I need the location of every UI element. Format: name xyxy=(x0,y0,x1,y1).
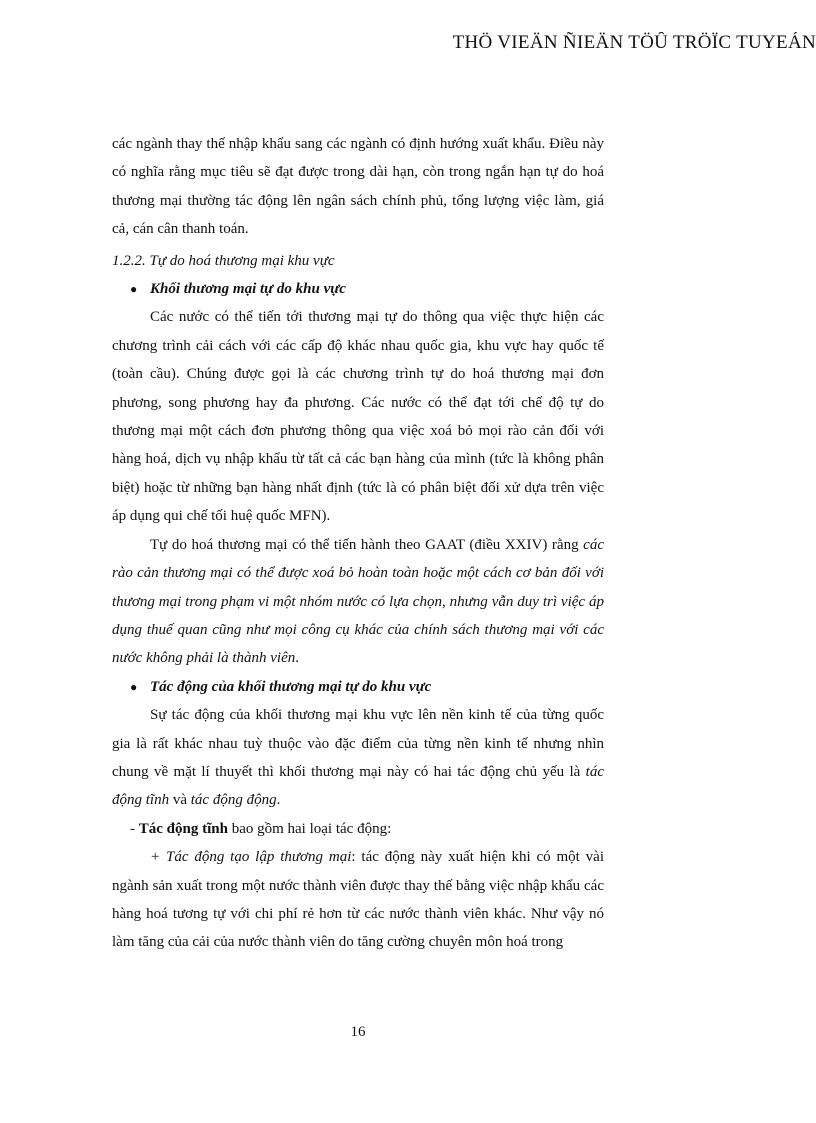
bullet-dot-icon: ● xyxy=(130,679,138,694)
plus-italic: + Tác động tạo lập thương mại xyxy=(150,849,352,866)
paragraph-3-plain: Tự do hoá thương mại có thể tiến hành theo GAAT (điều XXIV) rằng xyxy=(150,536,584,553)
paragraph-3-end: . xyxy=(295,650,299,667)
paragraph-4 xyxy=(112,701,604,815)
dash-item xyxy=(112,815,604,843)
bullet-dot-icon: ● xyxy=(130,282,138,297)
dash-bold: Tác động tĩnh xyxy=(138,820,228,837)
bullet-heading-1-text: Khối thương mại tự do khu vực xyxy=(150,281,346,298)
bullet-heading-2 xyxy=(112,673,604,701)
page-header: THÖ VIEÄN ÑIEÄN TÖÛ TRÖÏC TUYEÁN xyxy=(452,32,816,53)
plus-item xyxy=(112,843,604,957)
dash-rest: bao gồm hai loại tác động: xyxy=(227,820,392,837)
paragraph-3-italic: các rào cản thương mại có thể được xoá bỏ hoàn toàn hoặc một cách cơ bản đối với thương mại trong phạm vi một nhóm nước có lựa chọn, nhưng vẫn duy trì việc áp dụng thuế quan cũng như mọi công cụ khác của chính sách thương mại với các nước không phải là thành viên xyxy=(112,536,604,667)
document-body xyxy=(112,130,604,957)
paragraph-4-end: . xyxy=(276,792,281,809)
plus-rest: : tác động này xuất hiện khi có một vài ngành sản xuất trong một nước thành viên được thay thế bằng việc nhập khẩu các hàng hoá tương tự với chi phí rẻ hơn từ các nước thành viên khác. Như vậy nó làm tăng của cải của nước thành viên do tăng cường chuyên môn hoá trong xyxy=(112,849,604,951)
paragraph-4-italic-1: tác động tĩnh xyxy=(112,763,604,809)
bullet-heading-2-text: Tác động của khối thương mại tự do khu vực xyxy=(150,678,432,695)
paragraph-4-and: và xyxy=(169,792,191,809)
dash-prefix: - xyxy=(130,820,139,837)
page-number: 16 xyxy=(350,1024,366,1040)
paragraph-2: Các nước có thể tiến tới thương mại tự do thông qua việc thực hiện các chương trình cải cách với các cấp độ khác nhau quốc gia, khu vực hay quốc tế (toàn cầu). Chúng được gọi là các chương trình tự do hoá thương mại đơn phương, song phương hay đa phương. Các nước có thể đạt tới chế độ tự do thương mại một cách đơn phương thông qua việc xoá bỏ mọi rào cản đối với hàng hoá, dịch vụ nhập khẩu từ tất cả các bạn hàng của mình (tức là không phân biệt) hoặc từ những bạn hàng nhất định (tức là có phân biệt đối xử dựa trên việc áp dụng qui chế tối huệ quốc MFN). xyxy=(112,309,604,525)
section-heading: 1.2.2. Tự do hoá thương mại khu vực xyxy=(112,252,335,269)
paragraph-3 xyxy=(112,531,604,673)
paragraph-1: các ngành thay thế nhập khẩu sang các ngành có định hướng xuất khẩu. Điều này có nghĩa rằng mục tiêu sẽ đạt được trong dài hạn, còn trong ngắn hạn tự do hoá thương mại thường tác động lên ngân sách chính phủ, tổng lượng việc làm, giá cả, cán cân thanh toán. xyxy=(112,136,604,238)
paragraph-4-plain: Sự tác động của khối thương mại khu vực lên nền kinh tế của từng quốc gia là rất khác nhau tuỳ thuộc vào đặc điểm của từng nền kinh tế nhưng nhìn chung về mặt lí thuyết thì khối thương mại này có hai tác động chủ yếu là xyxy=(112,707,604,780)
paragraph-4-italic-2: tác động động xyxy=(190,792,277,809)
bullet-heading-1 xyxy=(112,275,604,303)
